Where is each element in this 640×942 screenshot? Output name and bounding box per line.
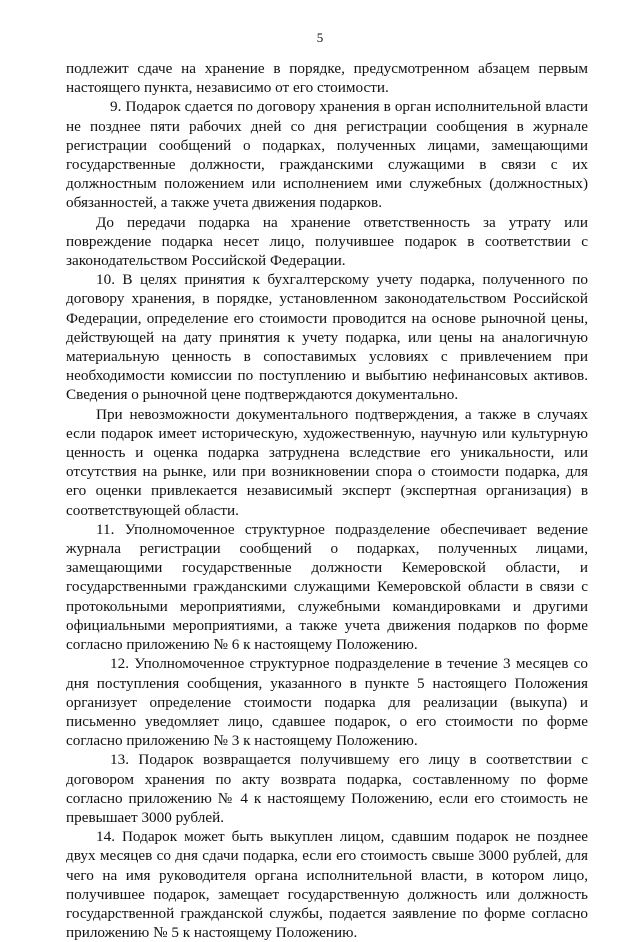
paragraph-item-14: 14. Подарок может быть выкуплен лицом, сдавшим подарок не позднее двух месяцев со дня сдачи подарка, если его стоимость свыше 3000 рублей, для чего на имя руководителя органа исполнительной власти, в котором лицо, получившее подарок, замещает государственную должность или должность государственной гражданской службы, подается заявление по форме согласно приложению № 5 к настоящему Положению. <box>66 828 588 942</box>
paragraph-item-11: 11. Уполномоченное структурное подразделение обеспечивает ведение журнала регистрации сообщений о подарках, полученных лицами, замещающими государственные должности Кемеровской области, и государственными гражданскими служащими Кемеровской области в связи с протокольными мероприятиями, служебными командировками и другими официальными мероприятиями, а также учета движения подарков по форме согласно приложению № 6 к настоящему Положению. <box>66 520 588 654</box>
paragraph-item-13: 13. Подарок возвращается получившему его лицу в соответствии с договором хранения по акту возврата подарка, составленному по форме согласно приложению № 4 к настоящему Положению, если его стоимость не превышает 3000 рублей. <box>66 751 588 826</box>
paragraph-item-9-responsibility: До передачи подарка на хранение ответственность за утрату или повреждение подарка несет лицо, получившее подарок в соответствии с законодательством Российской Федерации. <box>66 213 588 270</box>
page-number: 5 <box>316 30 324 45</box>
paragraph-item-10-expert: При невозможности документального подтверждения, а также в случаях если подарок имеет историческую, художественную, научную или культурную ценность и оценка подарка затруднена вследствие его уникальности, или отсутствия на рынке, или при возникновении спора о стоимости подарка, для его оценки привлекается независимый эксперт (экспертная организация) в соответствующей области. <box>66 405 588 519</box>
document-body <box>66 59 588 942</box>
paragraph-item-12: 12. Уполномоченное структурное подразделение в течение 3 месяцев со дня поступления сообщения, указанного в пункте 5 настоящего Положения организует определение стоимости подарка для реализации (выкупа) и письменно уведомляет лицо, сдавшее подарок, о его стоимости по форме согласно приложению № 3 к настоящему Положению. <box>66 655 588 750</box>
paragraph-continuation: подлежит сдаче на хранение в порядке, предусмотренном абзацем первым настоящего пункта, независимо от его стоимости. <box>66 60 588 97</box>
paragraph-item-9: 9. Подарок сдается по договору хранения в орган исполнительной власти не позднее пяти рабочих дней со дня регистрации сообщения в журнале регистрации сообщений о подарках, полученных лицами, замещающими государственные должности, гражданскими служащими в связи с их должностным положением или исполнением ими служебных (должностных) обязанностей, а также учета движения подарков. <box>66 98 588 212</box>
paragraph-item-10: 10. В целях принятия к бухгалтерскому учету подарка, полученного по договору хранения, в порядке, установленном законодательством Российской Федерации, определение его стоимости проводится на основе рыночной цены, действующей на дату принятия к учету подарка, или цены на аналогичную материальную ценность в сопоставимых условиях с привлечением при необходимости комиссии по поступлению и выбытию нефинансовых активов. Сведения о рыночной цене подтверждаются документально. <box>66 271 588 404</box>
